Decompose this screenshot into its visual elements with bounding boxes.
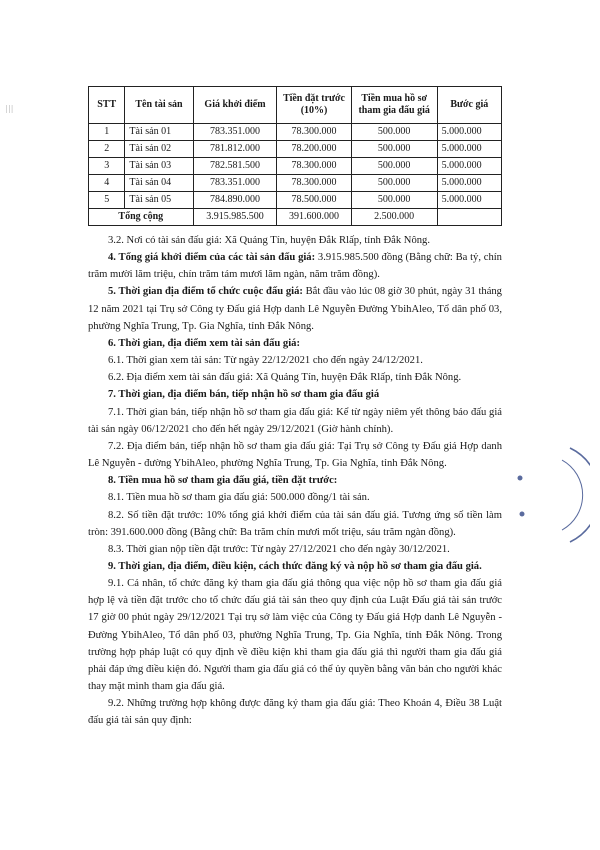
cell-asset-name: Tài sản 05: [125, 192, 193, 209]
header-stt: STT: [89, 87, 125, 124]
table-row: [89, 141, 502, 158]
cell-dossier-fee: 500.000: [351, 141, 437, 158]
section-8-heading: 8. Tiền mua hồ sơ tham gia đấu giá, tiền đặt trước:: [108, 475, 338, 487]
stamp-inner-arc: [562, 460, 583, 530]
section-5: [88, 283, 502, 334]
total-dossier-fee: 2.500.000: [351, 209, 437, 226]
cell-bid-step: 5.000.000: [437, 124, 501, 141]
cell-starting-price: 782.581.500: [193, 158, 277, 175]
table-row: [89, 158, 502, 175]
section-8-3: 8.3. Thời gian nộp tiền đặt trước: Từ ngày 27/12/2021 cho đến ngày 30/12/2021.: [108, 543, 450, 555]
section-6-heading: 6. Thời gian, địa điểm xem tài sản đấu giá:: [108, 337, 300, 349]
section-9-1: 9.1. Cá nhân, tổ chức đăng ký tham gia đấu giá thông qua việc nộp hồ sơ tham gia đấu giá hợp lệ và tiền đặt trước cho tổ chức đấu giá tài sản theo quy định của Luật Đấu giá tài sản trước 17 giờ 00 phút ngày 29/12/2021 Tại trụ sở làm việc của Công ty Đấu giá Hợp danh Lê Nguyễn - Đường YbihAleo, Tổ dân phố 03, phường Nghĩa Trung, Tp. Gia Nghĩa, tỉnh Đắk Nông. Trong trường hợp pháp luật có quy định về điều kiện khi tham gia đấu giá thì người tham gia đấu giá phải đáp ứng điều kiện đó. Người tham gia đấu giá có thể ủy quyền bằng văn bản cho người khác thay mặt mình tham gia đấu giá.: [88, 578, 502, 693]
section-4-heading: 4. Tổng giá khởi điểm của các tài sản đấu giá:: [108, 252, 316, 264]
cell-bid-step: 5.000.000: [437, 158, 501, 175]
cell-dossier-fee: 500.000: [351, 124, 437, 141]
stamp-dot: [518, 476, 523, 481]
cell-stt: 1: [89, 124, 125, 141]
stamp-dot: [520, 512, 525, 517]
section-4: [88, 249, 502, 283]
cell-bid-step: 5.000.000: [437, 192, 501, 209]
asset-table: [88, 86, 502, 226]
cell-asset-name: Tài sản 03: [125, 158, 193, 175]
section-9-2: 9.2. Những trường hợp không được đăng ký tham gia đấu giá: Theo Khoản 4, Điều 38 Luật đấu giá tài sản quy định:: [88, 698, 502, 727]
cell-asset-name: Tài sản 01: [125, 124, 193, 141]
cell-stt: 3: [89, 158, 125, 175]
table-row: [89, 124, 502, 141]
total-deposit: 391.600.000: [277, 209, 351, 226]
header-bid-step: Bước giá: [437, 87, 501, 124]
header-asset-name: Tên tài sản: [125, 87, 193, 124]
cell-starting-price: 783.351.000: [193, 124, 277, 141]
section-3-2: 3.2. Nơi có tài sản đấu giá: Xã Quảng Tín, huyện Đắk Rlấp, tỉnh Đắk Nông.: [108, 235, 430, 246]
cell-starting-price: 781.812.000: [193, 141, 277, 158]
cell-starting-price: 783.351.000: [193, 175, 277, 192]
header-deposit: Tiền đặt trước (10%): [277, 87, 351, 124]
table-header-row: [89, 87, 502, 124]
section-5-text: Bắt đầu vào lúc 08 giờ 30 phút, ngày 31 tháng 12 năm 2021 tại Trụ sở Công ty Đấu giá Hợp danh Lê Nguyễn Đường YbihAleo, Tổ dân phố 03, phường Nghĩa Trung, Tp. Gia Nghĩa, tỉnh Đắk Nông.: [88, 286, 502, 332]
section-6-1: 6.1. Thời gian xem tài sản: Từ ngày 22/12/2021 cho đến ngày 24/12/2021.: [108, 355, 423, 367]
table-row: [89, 192, 502, 209]
cell-deposit: 78.200.000: [277, 141, 351, 158]
cell-bid-step: 5.000.000: [437, 141, 501, 158]
table-row: [89, 175, 502, 192]
cell-deposit: 78.300.000: [277, 124, 351, 141]
cell-stt: 5: [89, 192, 125, 209]
document-body: [88, 232, 502, 730]
section-8-2: 8.2. Số tiền đặt trước: 10% tổng giá khởi điểm của tài sản đấu giá. Tương ứng số tiền làm tròn: 391.600.000 đồng (Bằng chữ: Ba trăm chín mươi mốt triệu, sáu trăm ngàn đồng).: [88, 509, 502, 538]
section-7-2: 7.2. Địa điểm bán, tiếp nhận hồ sơ tham gia đấu giá: Tại Trụ sở Công ty Đấu giá Hợp danh Lê Nguyễn - đường YbihAleo, phường Nghĩa Trung, Tp. Gia Nghĩa, tỉnh Đắk Nông.: [88, 440, 502, 470]
section-7-heading: 7. Thời gian, địa điểm bán, tiếp nhận hồ sơ tham gia đấu giá: [108, 389, 380, 401]
cell-deposit: 78.300.000: [277, 175, 351, 192]
table-total-row: [89, 209, 502, 226]
cell-asset-name: Tài sản 04: [125, 175, 193, 192]
section-8-1: 8.1. Tiền mua hồ sơ tham gia đấu giá: 500.000 đồng/1 tài sản.: [108, 492, 370, 504]
margin-tick-mark: |||: [6, 104, 14, 113]
cell-bid-step: 5.000.000: [437, 175, 501, 192]
section-9-heading: 9. Thời gian, địa điểm, điều kiện, cách thức đăng ký và nộp hồ sơ tham gia đấu giá.: [108, 560, 482, 572]
header-starting-price: Giá khởi điểm: [193, 87, 277, 124]
cell-starting-price: 784.890.000: [193, 192, 277, 209]
stamp-outer-arc: [570, 448, 590, 542]
section-6-2: 6.2. Địa điểm xem tài sản đấu giá: Xã Quảng Tín, huyện Đắk Rlấp, tỉnh Đắk Nông.: [108, 372, 462, 384]
cell-deposit: 78.500.000: [277, 192, 351, 209]
cell-dossier-fee: 500.000: [351, 175, 437, 192]
section-7-1: 7.1. Thời gian bán, tiếp nhận hồ sơ tham gia đấu giá: Kể từ ngày niêm yết thông báo đấu giá tài sản ngày 06/12/2021 cho đến hết ngày 29/12/2021 (Giờ hành chính).: [88, 406, 502, 435]
header-dossier-fee: Tiền mua hồ sơ tham gia đấu giá: [351, 87, 437, 124]
total-starting-price: 3.915.985.500: [193, 209, 277, 226]
total-label: Tổng cộng: [89, 209, 194, 226]
cell-asset-name: Tài sản 02: [125, 141, 193, 158]
total-bid-step: [437, 209, 501, 226]
cell-stt: 4: [89, 175, 125, 192]
cell-dossier-fee: 500.000: [351, 192, 437, 209]
section-5-heading: 5. Thời gian địa điểm tổ chức cuộc đấu giá:: [108, 286, 303, 298]
cell-dossier-fee: 500.000: [351, 158, 437, 175]
cell-stt: 2: [89, 141, 125, 158]
stamp-seal-fragment: [500, 440, 590, 550]
cell-deposit: 78.300.000: [277, 158, 351, 175]
section-4-text: 3.915.985.500 đồng (Bằng chữ: Ba tỷ, chín trăm mười lăm triệu, chín trăm tám mươi lăm ngàn, năm trăm đồng).: [88, 252, 502, 281]
